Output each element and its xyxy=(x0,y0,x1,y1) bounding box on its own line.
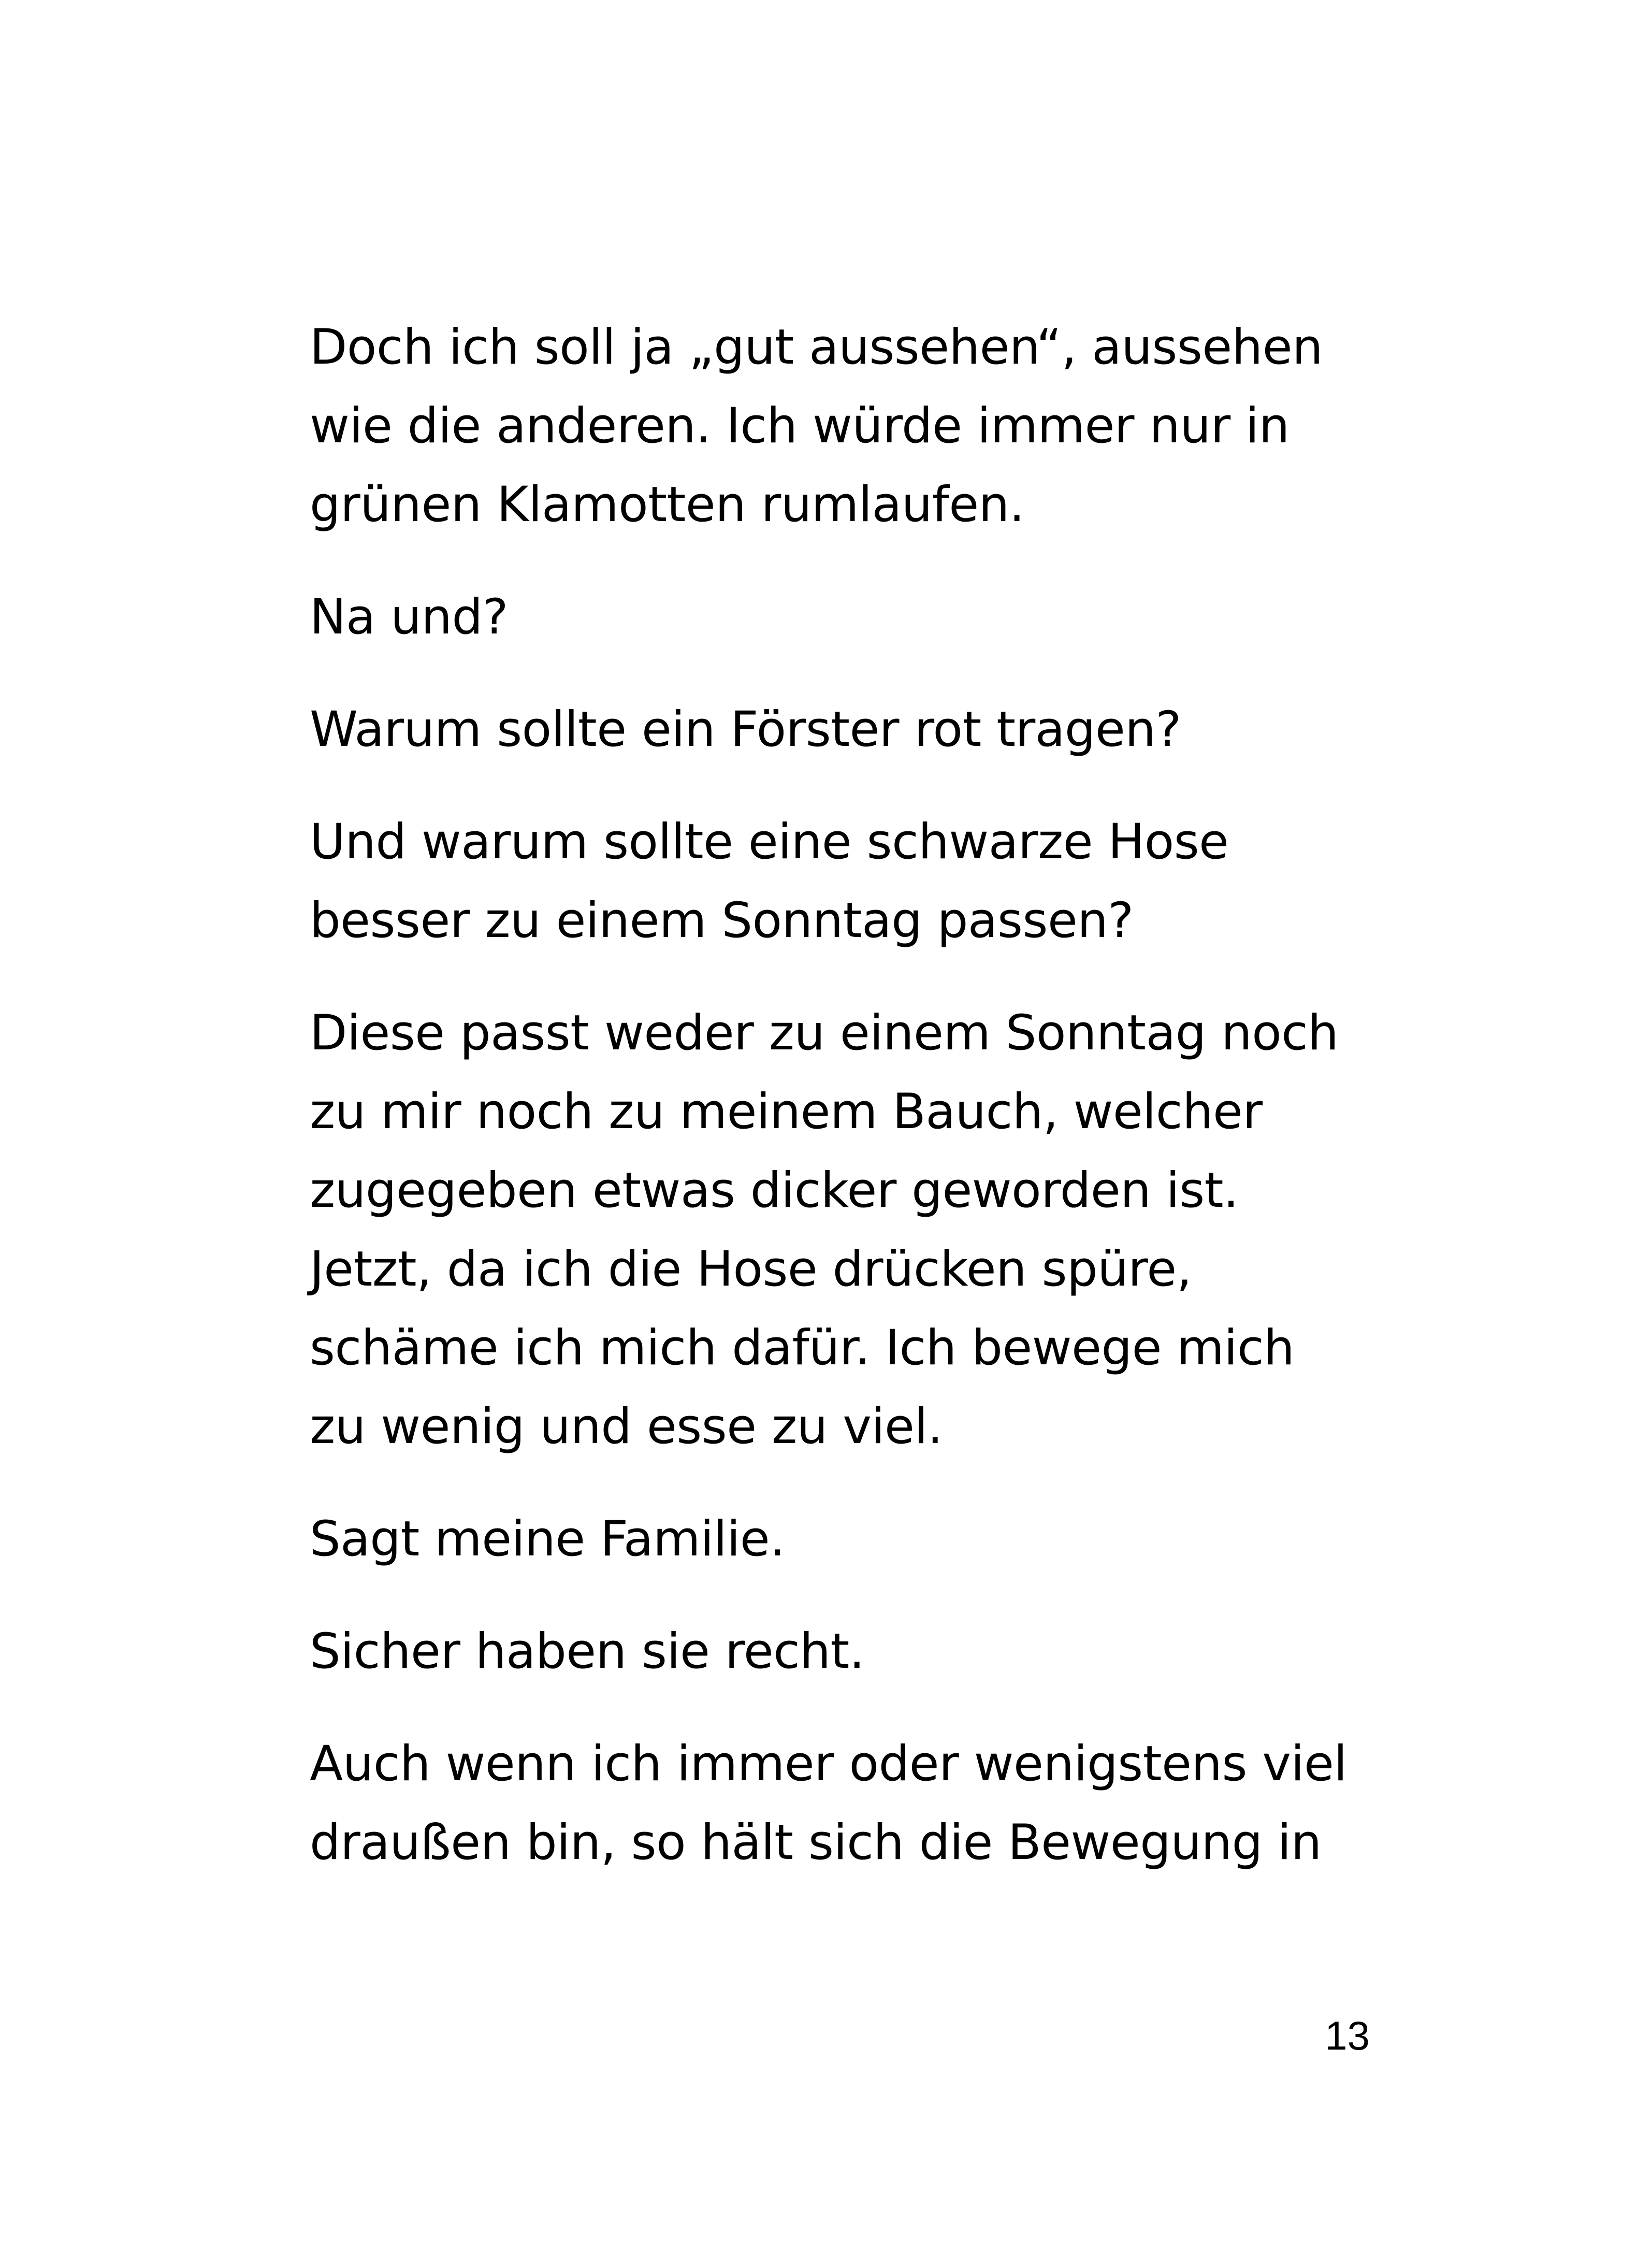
page-number: 13 xyxy=(1325,2013,1370,2058)
text-line: Sagt meine Familie. xyxy=(310,1511,785,1567)
text-line: schäme ich mich dafür. Ich bewege mich xyxy=(310,1320,1295,1376)
body-text xyxy=(310,308,1376,1916)
paragraph-7 xyxy=(310,1612,1376,1691)
paragraph-3 xyxy=(310,690,1376,769)
text-line: Doch ich soll ja „gut aussehen“, aussehen xyxy=(310,319,1323,376)
paragraph-6 xyxy=(310,1500,1376,1579)
paragraph-5 xyxy=(310,994,1376,1466)
text-line: Auch wenn ich immer oder wenigstens viel xyxy=(310,1736,1347,1792)
text-line: Jetzt, da ich die Hose drücken spüre, xyxy=(310,1241,1192,1297)
paragraph-4 xyxy=(310,803,1376,960)
text-line: wie die anderen. Ich würde immer nur in xyxy=(310,398,1289,454)
text-line: zugegeben etwas dicker geworden ist. xyxy=(310,1162,1239,1219)
paragraph-2 xyxy=(310,578,1376,657)
text-line: grünen Klamotten rumlaufen. xyxy=(310,477,1025,533)
text-line: Na und? xyxy=(310,589,509,645)
text-line: Warum sollte ein Förster rot tragen? xyxy=(310,701,1181,758)
text-line: zu wenig und esse zu viel. xyxy=(310,1398,943,1455)
paragraph-1 xyxy=(310,308,1376,544)
text-line: zu mir noch zu meinem Bauch, welcher xyxy=(310,1084,1263,1140)
text-line: draußen bin, so hält sich die Bewegung in xyxy=(310,1814,1322,1871)
paragraph-8 xyxy=(310,1725,1376,1882)
text-line: besser zu einem Sonntag passen? xyxy=(310,892,1134,949)
text-line: Sicher haben sie recht. xyxy=(310,1623,865,1680)
text-line: Diese passt weder zu einem Sonntag noch xyxy=(310,1005,1339,1061)
text-line: Und warum sollte eine schwarze Hose xyxy=(310,814,1229,870)
